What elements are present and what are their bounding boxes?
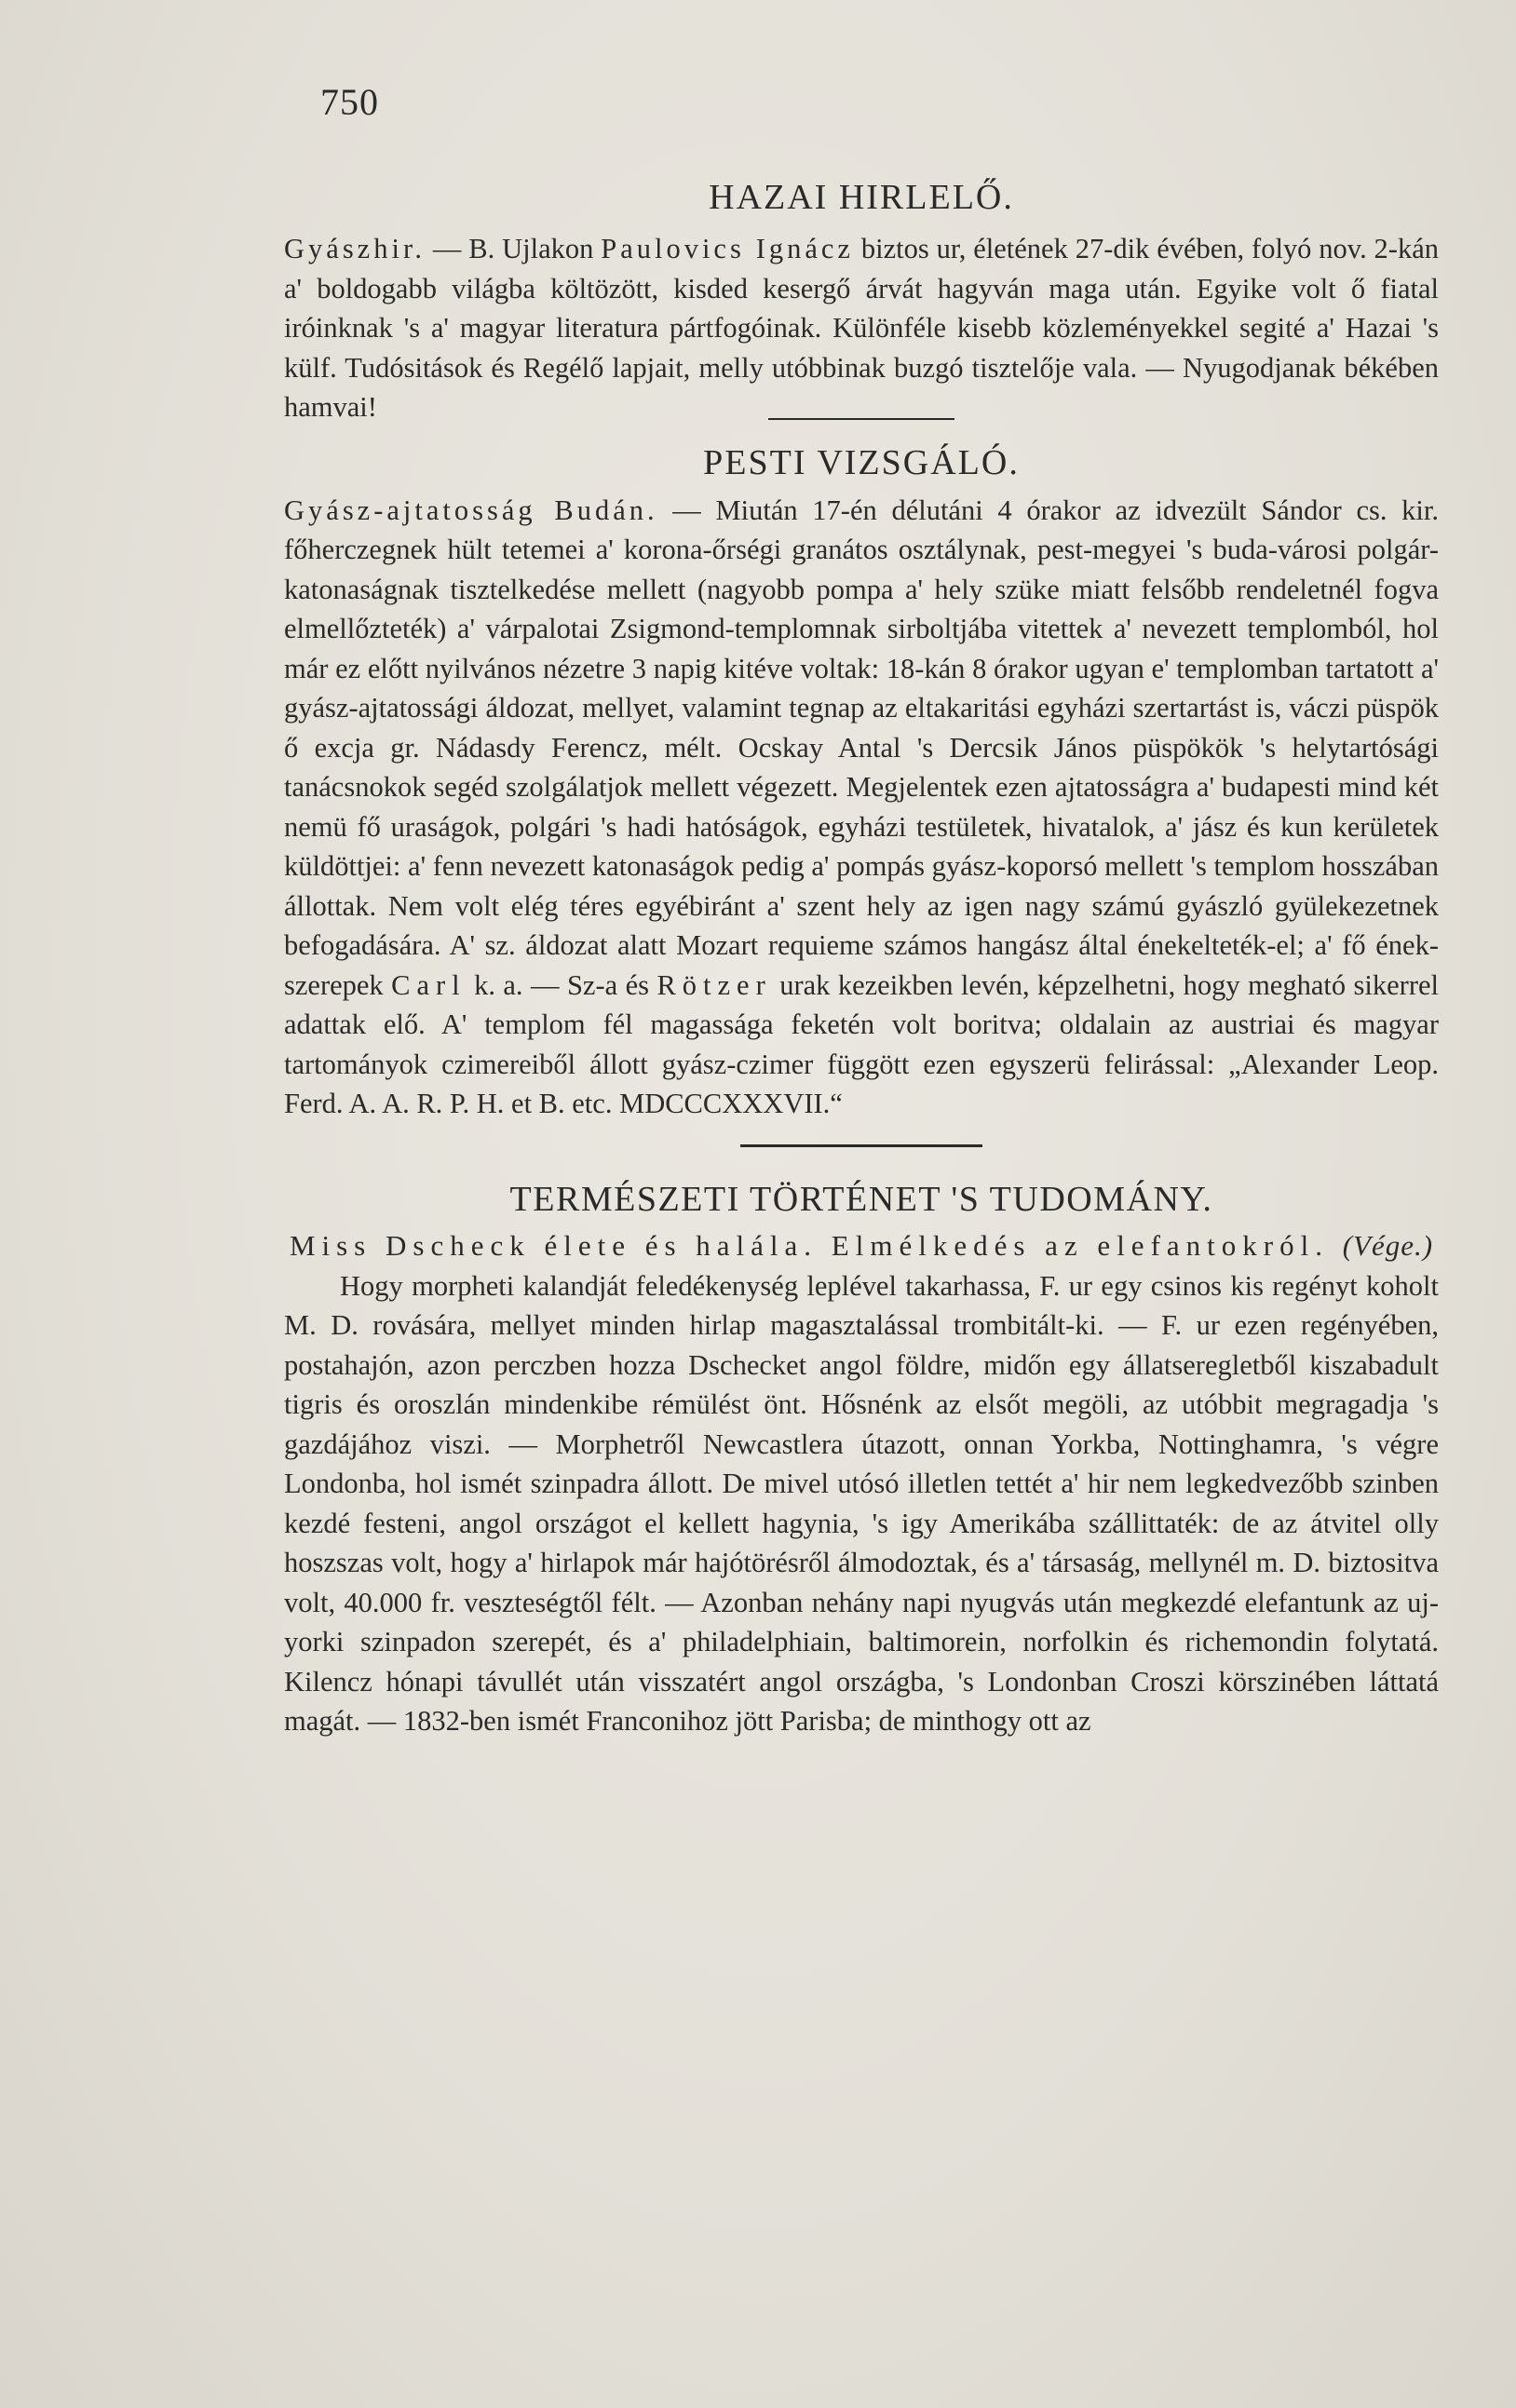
article-gyasz-ajtatossag — [284, 491, 1439, 1124]
section-pesti-vizsgalo — [284, 442, 1439, 1147]
article-miss-dscheck: Hogy morpheti kalandját feledékenység leplével takarhassa, F. ur egy csinos kis regényt koholt M. D. rovására, mellyet minden hirlap magasztalással trombitált-ki. — F. ur ezen regényében, postahajón, azon perczben hozza Dschecket angol földre, midőn egy állatseregletből kiszabadult tigris és oroszlán mindenkibe rémülést önt. Hősnénk az elsőt megöli, az utóbbit megragadja 's gazdájához viszi. — Morphetről Newcastlera útazott, onnan Yorkba, Nottinghamra, 's végre Londonba, hol ismét szinpadra állott. De mivel utósó illetlen tettét a' hir nem legkedvezőbb szinben kezdé festeni, angol országot el kellett hagynia, 's igy Amerikába szállittaték: de az átvitel olly hoszszas volt, hogy a' hirlapok már hajótörésről álmodoztak, és a' társaság, mellynél m. D. biztositva volt, 40.000 fr. veszteségtől félt. — Azonban nehány napi nyugvás után megkezdé elefantunk az uj-yorki szinpadon szerepét, és a' philadelphiain, baltimorein, norfolkin és richemondin folytatá. Kilencz hónapi távullét után visszatért angol országba, 's Londonban Croszi körszinében láttatá magát. — 1832-ben ismét Franconihoz jött Parisba; de minthogy ott az — [284, 1269, 1439, 1737]
section-heading-pesti: PESTI VIZSGÁLÓ. — [703, 442, 1020, 482]
article-text: — B. Ujlakon — [426, 233, 602, 264]
person-name: Rötzer — [656, 968, 772, 1001]
section-heading-termeszeti: TERMÉSZETI TÖRTÉNET 'S TUDOMÁNY. — [509, 1179, 1213, 1219]
article-text: — Miután 17-én délutáni 4 órakor az idvezült Sándor cs. kir. főherczegnek hült tetemei a' korona-őrségi granátos osztálynak, pest-megyei 's buda-városi polgár-katonaságnak tisztelkedése mellett (nagyobb pompa a' hely szüke miatt felsőbb rendeletnél fogva elmellőzteték) a' várpalotai Zsigmond-templomnak sirboltjába vitettek a' nevezett templomból, hol már ez előtt nyilvános nézetre 3 napig kitéve voltak: 18-kán 8 órakor ugyan e' templomban tartatott a' gyász-ajtatossági áldozat, mellyet, valamint tegnap az eltakaritási egyházi szertartást is, váczi püspök ő excja gr. Nádasdy Ferencz, mélt. Ocskay Antal 's Dercsik János püspökök 's helytartósági tanácsnokok segéd szolgálatjok mellett végezett. Megjelentek ezen ajtatosságra a' budapesti mind két nemü fő uraságok, polgári 's hadi hatóságok, egyházi testületek, hivatalok, a' jász és kun kerületek küldöttjei: a' fenn nevezett katonaságok pedig a' pompás gyász-koporsó mellett 's templom hosszában állottak. Nem volt elég téres egyébiránt a' szent hely az igen nagy számú gyászló gyülekezetnek befogadására. A' sz. áldozat alatt Mozart requieme számos hangász által énekelteték-el; a' fő ének-szerepek — [284, 494, 1440, 1001]
article-text: k. a. — Sz-a és — [466, 968, 657, 1001]
section-heading-hazai: HAZAI HIRLELŐ. — [709, 178, 1014, 217]
article-subtitle-note: (Vége.) — [1342, 1228, 1434, 1262]
article-gyaszhir — [284, 229, 1439, 427]
text-column — [284, 177, 1439, 1741]
article-lead: Gyász-ajtatosság Budán. — [284, 494, 658, 526]
section-termeszeti-tortenet — [284, 1179, 1439, 1741]
divider — [740, 1144, 982, 1147]
divider — [768, 418, 954, 420]
article-text: urak kezeikben levén, képzelhetni, hogy megható sikerrel adattak elő. A' templom fél magassága feketén volt boritva; oldalain az austriai és magyar tartományok czimereiből állott gyász-czimer függött ezen egyszerü felirással: „Alexander Leop. Ferd. A. A. R. P. H. et B. etc. MDCCCXXXVII.“ — [284, 968, 1440, 1119]
person-name: Carl — [391, 968, 467, 1001]
article-text: biztos ur, életének 27-dik évében, folyó nov. 2-kán a' boldogabb világba költözött, kisded kesergő árvát hagyván maga után. Egyike volt ő fiatal iróinknak 's a' magyar literatura pártfogóinak. Különféle kisebb közleményekkel segité a' Hazai 's külf. Tudósitások és Regélő lapjait, melly utóbbinak buzgó tisztelője vala. — Nyugodjanak békében hamvai! — [284, 233, 1439, 423]
person-name: Paulovics Ignácz — [601, 233, 854, 264]
article-subtitle-text: Miss Dscheck élete és halála. Elmélkedés az elefantokról. — [289, 1228, 1329, 1262]
article-lead: Gyászhir. — [284, 233, 426, 264]
page-number: 750 — [320, 81, 379, 123]
article-subtitle — [284, 1225, 1439, 1266]
section-hazai-hirlelo — [284, 177, 1439, 423]
